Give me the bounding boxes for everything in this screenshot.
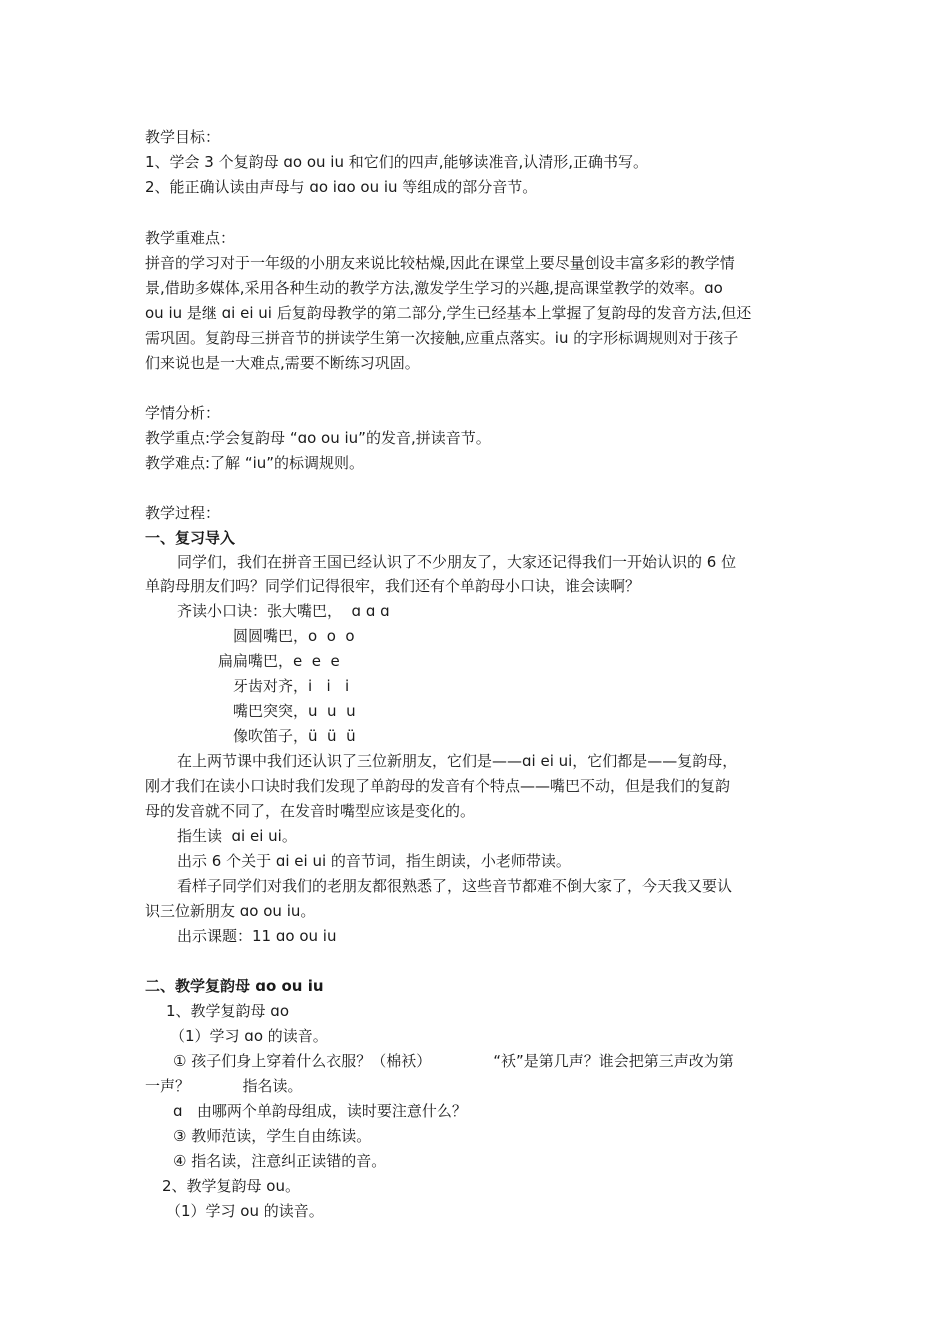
key-points-line: 们来说也是一大难点,需要不断练习巩固。 [145,354,420,372]
key-points-line: 景,借助多媒体,采用各种生动的教学方法,激发学生学习的兴趣,提高课堂教学的效率。ɑo [145,279,723,297]
analysis-focus: 教学重点:学会复韵母 “ɑo ou iu”的发音,拼读音节。 [145,429,491,447]
analysis-heading: 学情分析： [145,404,221,422]
subsection-line: ① 孩子们身上穿着什么衣服？（棉袄） “袄”是第几声？谁会把第三声改为第 [173,1052,734,1070]
subsection-title: 1、教学复韵母 ɑo [166,1002,290,1020]
paragraph-line: 出示 6 个关于 ɑi ei ui 的音节词，指生朗读，小老师带读。 [177,852,571,870]
goals-heading: 教学目标： [145,128,221,146]
paragraph-line: 识三位新朋友 ɑo ou iu。 [145,902,316,920]
key-points-line: ou iu 是继 ɑi ei ui 后复韵母教学的第二部分,学生已经基本上掌握了复韵母的发音方法,但还 [145,304,752,322]
subsection-line: （1）学习 ɑo 的读音。 [170,1027,328,1045]
chant-line: 嘴巴突突，u u u [233,702,356,720]
paragraph-line: 指生读 ɑi ei ui。 [177,827,297,845]
section1-title: 一、复习导入 [145,529,236,547]
paragraph-line: 单韵母朋友们吗？同学们记得很牢，我们还有个单韵母小口诀，谁会读啊？ [145,577,641,595]
key-points-line: 需巩固。复韵母三拼音节的拼读学生第一次接触,应重点落实。iu 的字形标调规则对于孩子 [145,329,739,347]
chant-line: 齐读小口诀：张大嘴巴， ɑ ɑ ɑ [177,602,390,620]
key-points-line: 拼音的学习对于一年级的小朋友来说比较枯燥,因此在课堂上要尽量创设丰富多彩的教学情 [145,254,735,272]
analysis-difficulty: 教学难点:了解 “iu”的标调规则。 [145,454,365,472]
subsection-line: ④ 指名读，注意纠正读错的音。 [173,1152,387,1170]
subsection-line: ③ 教师范读，学生自由练读。 [173,1127,372,1145]
goal-item-1: 1、学会 3 个复韵母 ɑo ou iu 和它们的四声,能够读准音,认清形,正确书写。 [145,153,649,171]
goal-item-2: 2、能正确认读由声母与 ɑo iɑo ou iu 等组成的部分音节。 [145,178,538,196]
subsection-title: 2、教学复韵母 ou。 [162,1177,300,1195]
chant-line: 扁扁嘴巴，e e e [218,652,340,670]
subsection-line: （1）学习 ou 的读音。 [166,1202,324,1220]
paragraph-line: 母的发音就不同了，在发音时嘴型应该是变化的。 [145,802,476,820]
subsection-line: 一声？ 指名读。 [145,1077,303,1095]
paragraph-line: 出示课题：11 ɑo ou iu [177,927,337,945]
chant-line: 牙齿对齐，i i i [233,677,350,695]
paragraph-line: 看样子同学们对我们的老朋友都很熟悉了，这些音节都难不倒大家了，今天我又要认 [177,877,733,895]
paragraph-line: 在上两节课中我们还认识了三位新朋友，它们是——ɑi ei ui，它们都是——复韵母， [177,752,738,770]
chant-line: 像吹笛子，ü ü ü [233,727,356,745]
paragraph-line: 同学们，我们在拼音王国已经认识了不少朋友了，大家还记得我们一开始认识的 6 位 [177,553,737,571]
paragraph-line: 刚才我们在读小口诀时我们发现了单韵母的发音有个特点——嘴巴不动，但是我们的复韵 [145,777,731,795]
process-heading: 教学过程： [145,504,221,522]
key-points-heading: 教学重难点： [145,229,236,247]
subsection-line: ɑ 由哪两个单韵母组成，读时要注意什么？ [173,1102,467,1120]
chant-line: 圆圆嘴巴，o o o [233,627,355,645]
section2-title: 二、教学复韵母 ɑo ou iu [145,977,324,995]
